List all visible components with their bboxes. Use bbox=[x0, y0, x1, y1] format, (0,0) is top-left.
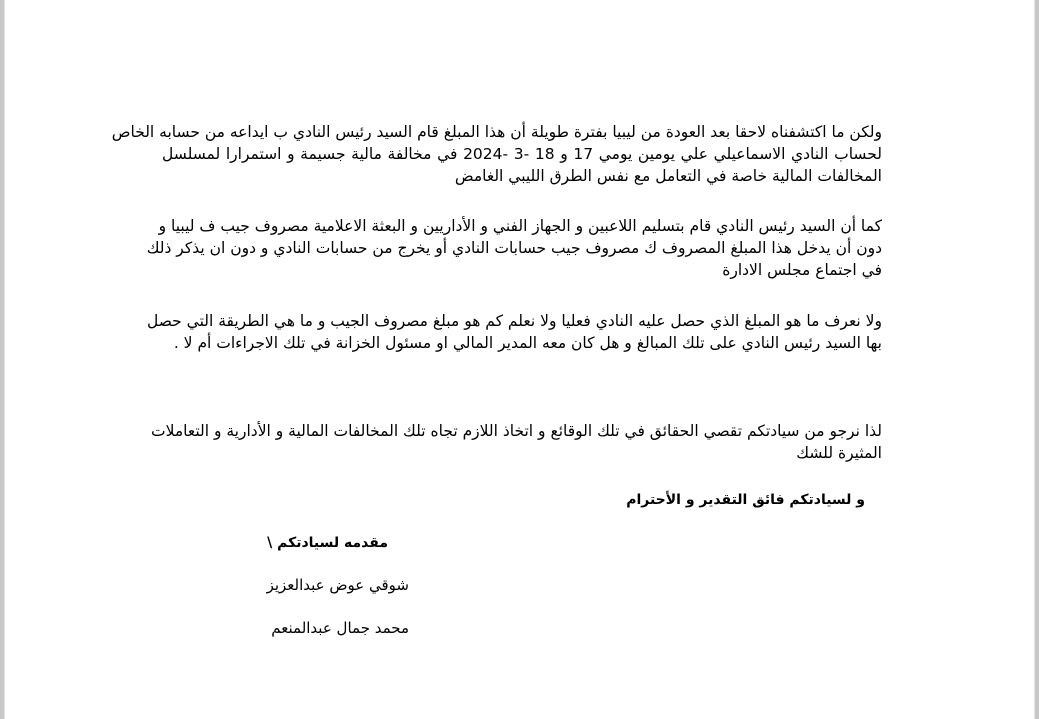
signatory-name: محمد جمال عبدالمنعم bbox=[271, 619, 409, 637]
paragraph-line: لحساب النادي الاسماعيلي علي يومين يومي 17 و 18 -3 -2024 في مخالفة مالية جسيمة و استمرارا لمسلسل bbox=[162, 145, 882, 163]
paragraph-line: بها السيد رئيس النادي على تلك المبالغ و هل كان معه المدير المالي او مسئول الخزانة في تلك الاجراءات أم لا . bbox=[173, 334, 882, 352]
paragraph-line: لذا نرجو من سيادتكم تقصي الحقائق في تلك الوقائع و اتخاذ اللازم تجاه تلك المخالفات المالية و الأدارية و التعاملات bbox=[150, 422, 882, 440]
paragraph-request bbox=[150, 420, 882, 464]
paragraph-unknown-amount bbox=[146, 310, 882, 354]
paragraph-line: المخالفات المالية خاصة في التعامل مع نفس الطرق الليبي الغامض bbox=[454, 167, 882, 185]
paragraph-line: ولا نعرف ما هو المبلغ الذي حصل عليه النادي فعليا ولا نعلم كم هو مبلغ مصروف الجيب و ما هي الطريقة التي حصل bbox=[146, 312, 882, 330]
paragraph-line: كما أن السيد رئيس النادي قام بتسليم اللاعبين و الجهاز الفني و الأداريين و البعثة الاعلامية مصروف جيب ف ليبيا و bbox=[158, 217, 882, 235]
page-border-right bbox=[1034, 0, 1035, 719]
paragraph-line: المثيرة للشك bbox=[796, 444, 882, 462]
paragraph-line: ولكن ما اكتشفناه لاحقا بعد العودة من ليبيا بفترة طويلة أن هذا المبلغ قام السيد رئيس النادي ب ايداعه من حسابه الخاص bbox=[111, 123, 882, 141]
paragraph-line: دون أن يدخل هذا المبلغ المصروف ك مصروف جيب حسابات النادي أو يخرج من حسابات النادي و دون ان يذكر ذلك bbox=[146, 239, 882, 257]
paragraph-line: في اجتماع مجلس الادارة bbox=[722, 261, 882, 279]
signatory-name: شوقي عوض عبدالعزيز bbox=[266, 576, 409, 594]
presented-by: مقدمه لسيادتكم \ bbox=[267, 535, 388, 551]
page-edge-right bbox=[1035, 0, 1039, 719]
closing-line: و لسيادتكم فائق التقدير و الأحترام bbox=[626, 492, 865, 508]
paragraph-pocket-money bbox=[146, 215, 882, 281]
paragraph-findings bbox=[111, 121, 882, 187]
page-border-left bbox=[4, 0, 5, 719]
